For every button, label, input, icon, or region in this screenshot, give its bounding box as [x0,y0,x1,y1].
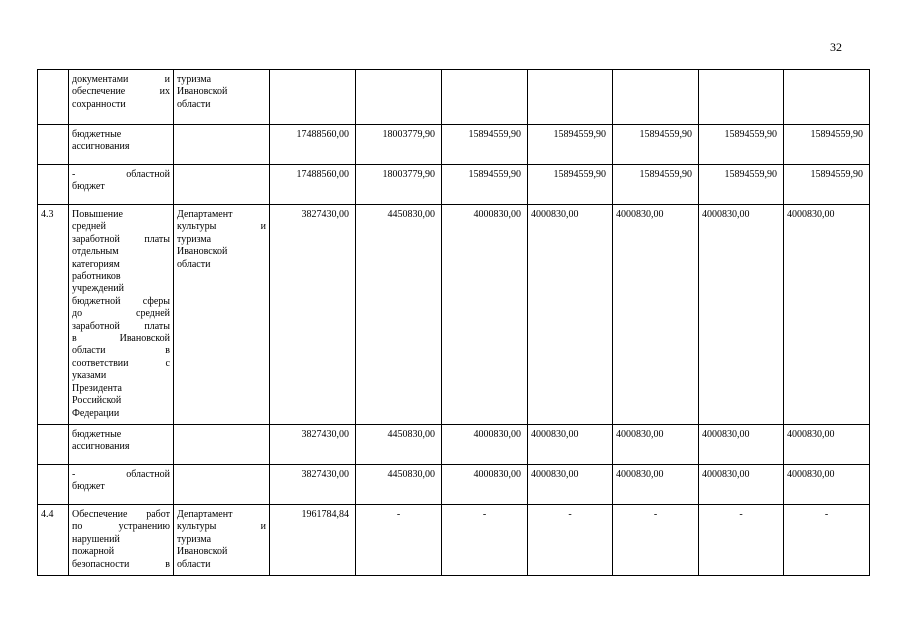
row-executor-line: области [177,258,211,270]
row-number: 4.3 [38,205,69,425]
value-cell: 15894559,90 [613,165,699,205]
row-number [38,125,69,165]
value-cell [784,70,870,125]
row-name-line: Обеспечение работ [72,508,170,520]
row-executor-line: Ивановской [177,86,228,98]
row-executor-line: Ивановской [177,546,228,558]
value-cell: 4000830,00 [442,424,528,464]
value-cell: - [442,504,528,575]
row-name-line: по устранению [72,521,170,533]
row-executor-line: культуры и [177,221,266,233]
value-cell: 4000830,00 [442,464,528,504]
row-name-line: соответствии с [72,357,170,369]
row-number [38,165,69,205]
row-number [38,70,69,125]
value-cell: 4000830,00 [613,464,699,504]
row-name-line: бюджет [72,481,105,493]
row-name-line: работников [72,271,121,283]
row-name-line: Российской [72,395,122,407]
row-name [69,70,174,125]
row-name-line: учреждений [72,283,124,295]
row-executor-line: области [177,98,211,110]
value-cell: 17488560,00 [270,165,356,205]
row-executor [174,70,270,125]
value-cell [442,70,528,125]
row-executor-line: культуры и [177,521,266,533]
row-executor [174,464,270,504]
row-name-line: бюджет [72,181,105,193]
row-name-line: Повышение [72,209,123,220]
value-cell: 15894559,90 [442,125,528,165]
row-executor [174,165,270,205]
value-cell: 15894559,90 [699,125,784,165]
value-cell: 4000830,00 [528,464,613,504]
row-executor [174,125,270,165]
value-cell: - [356,504,442,575]
value-cell: 4000830,00 [613,205,699,425]
row-name-line: - областной [72,169,170,180]
value-cell: 4000830,00 [699,205,784,425]
value-cell [613,70,699,125]
row-name-line: обеспечение их [72,86,170,98]
table-row [38,205,870,425]
value-cell: 3827430,00 [270,464,356,504]
table-row [38,504,870,575]
table-row [38,125,870,165]
value-cell [270,70,356,125]
table-row [38,464,870,504]
row-name-line: заработной платы [72,233,170,245]
value-cell: 4000830,00 [442,205,528,425]
value-cell: 4000830,00 [784,424,870,464]
table-row [38,70,870,125]
value-cell: 4000830,00 [613,424,699,464]
value-cell: - [784,504,870,575]
row-name-line: Федерации [72,407,120,419]
row-number [38,464,69,504]
value-cell: 4450830,00 [356,424,442,464]
row-name-line: указами [72,370,107,382]
value-cell: 1961784,84 [270,504,356,575]
value-cell: 4450830,00 [356,205,442,425]
row-executor-line: туризма [177,533,212,545]
row-name-line: бюджетные [72,129,122,140]
row-executor-line: туризма [177,74,212,85]
row-executor-line: Департамент [177,508,233,520]
row-name-line: области в [72,345,170,357]
value-cell: 15894559,90 [784,165,870,205]
value-cell: 4000830,00 [699,464,784,504]
row-executor-line: Ивановской [177,246,228,258]
value-cell: - [699,504,784,575]
row-name [69,125,174,165]
value-cell: 4000830,00 [528,424,613,464]
row-name-line: отдельным [72,246,119,258]
row-name-line: безопасности в [72,558,170,570]
row-name [69,205,174,425]
value-cell: 15894559,90 [528,125,613,165]
value-cell: - [613,504,699,575]
row-name [69,504,174,575]
row-executor-line: области [177,558,211,570]
value-cell: 4450830,00 [356,464,442,504]
value-cell: 15894559,90 [699,165,784,205]
page-number: 32 [830,40,842,54]
value-cell: 17488560,00 [270,125,356,165]
value-cell: 18003779,90 [356,125,442,165]
row-number: 4.4 [38,504,69,575]
row-name [69,464,174,504]
row-name-line: бюджетной сферы [72,295,170,307]
row-name-line: ассигнования [72,141,130,153]
table-row [38,165,870,205]
value-cell: 4000830,00 [784,205,870,425]
value-cell [699,70,784,125]
row-name-line: бюджетные [72,428,122,440]
row-executor [174,424,270,464]
value-cell: 3827430,00 [270,424,356,464]
row-name-line: нарушений [72,533,120,545]
row-number [38,424,69,464]
value-cell: - [528,504,613,575]
row-executor [174,205,270,425]
value-cell: 15894559,90 [442,165,528,205]
row-name-line: пожарной [72,546,115,558]
row-name [69,165,174,205]
value-cell: 15894559,90 [528,165,613,205]
row-name-line: категориям [72,258,120,270]
row-name-line: документами и [72,74,170,85]
row-executor [174,504,270,575]
row-name [69,424,174,464]
value-cell: 15894559,90 [613,125,699,165]
row-name-line: - областной [72,468,170,480]
budget-table [37,69,870,576]
row-name-line: средней [72,221,106,233]
value-cell [528,70,613,125]
row-name-line: до средней [72,308,170,320]
row-name-line: ассигнования [72,441,130,453]
table-row [38,424,870,464]
value-cell: 4000830,00 [784,464,870,504]
value-cell: 15894559,90 [784,125,870,165]
row-name-line: сохранности [72,98,126,110]
value-cell: 18003779,90 [356,165,442,205]
row-name-line: Президента [72,382,122,394]
row-name-line: в Ивановской [72,333,170,345]
row-name-line: заработной платы [72,320,170,332]
value-cell [356,70,442,125]
value-cell: 3827430,00 [270,205,356,425]
value-cell: 4000830,00 [528,205,613,425]
value-cell: 4000830,00 [699,424,784,464]
row-executor-line: Департамент [177,209,233,220]
budget-table-body [38,70,870,576]
row-executor-line: туризма [177,233,212,245]
